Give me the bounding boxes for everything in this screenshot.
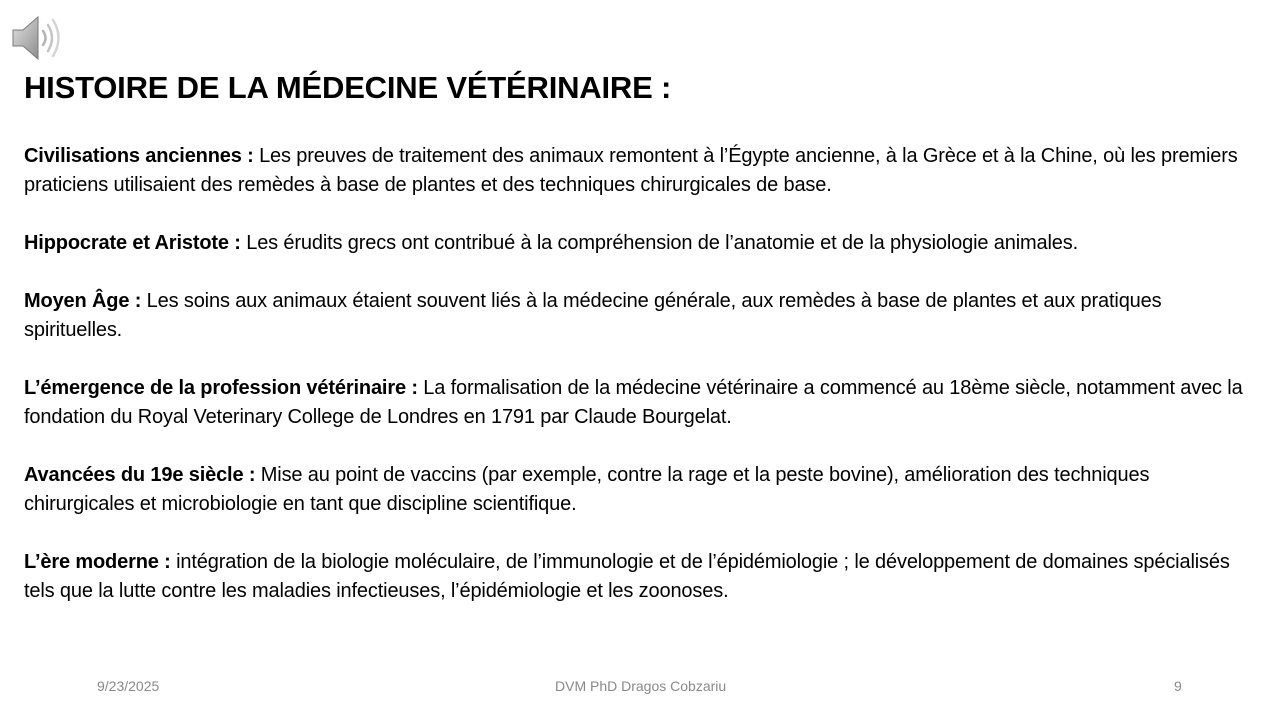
speaker-icon[interactable] <box>10 12 62 64</box>
paragraph-text: La formalisation de la médecine vétérinaire a commencé au 18ème siècle, notamment avec la fondation du Royal Veterinary College de Londres en 1791 par Claude Bourgelat. <box>24 377 1243 428</box>
paragraph-profession-emergence <box>24 374 1264 432</box>
paragraph-text: Les soins aux animaux étaient souvent liés à la médecine générale, aux remèdes à base de plantes et aux pratiques spirituelles. <box>24 290 1162 341</box>
paragraph-term: Avancées du 19e siècle : <box>24 464 256 486</box>
paragraph-term: L’ère moderne : <box>24 551 171 573</box>
footer-date: 9/23/2025 <box>97 678 160 694</box>
slide-title: HISTOIRE DE LA MÉDECINE VÉTÉRINAIRE : <box>24 70 672 105</box>
slide-content <box>24 142 1264 635</box>
paragraph-text: Les preuves de traitement des animaux remontent à l’Égypte ancienne, à la Grèce et à la Chine, où les premiers praticiens utilisaient des remèdes à base de plantes et des techniques chirurgicales de base. <box>24 145 1238 196</box>
paragraph-term: Moyen Âge : <box>24 290 142 312</box>
paragraph-ancient-civilizations <box>24 142 1264 200</box>
footer-author: DVM PhD Dragos Cobzariu <box>555 678 727 694</box>
paragraph-19th-century <box>24 461 1264 519</box>
footer-page-number: 9 <box>1174 678 1182 694</box>
paragraph-text: Les érudits grecs ont contribué à la compréhension de l’anatomie et de la physiologie animales. <box>240 232 1079 254</box>
paragraph-text: Mise au point de vaccins (par exemple, contre la rage et la peste bovine), amélioration des techniques chirurgicales et microbiologie en tant que discipline scientifique. <box>24 464 1150 515</box>
paragraph-hippocrates-aristotle <box>24 229 1264 258</box>
paragraph-term: Civilisations anciennes : <box>24 145 254 167</box>
paragraph-term: Hippocrate et Aristote : <box>24 232 241 254</box>
paragraph-text: intégration de la biologie moléculaire, de l’immunologie et de l’épidémiologie ; le développement de domaines spécialisés tels que la lutte contre les maladies infectieuses, l’épidémiologie et les zoonoses. <box>24 551 1230 602</box>
paragraph-term: L’émergence de la profession vétérinaire : <box>24 377 418 399</box>
paragraph-modern-era <box>24 548 1264 606</box>
paragraph-middle-ages <box>24 287 1264 345</box>
